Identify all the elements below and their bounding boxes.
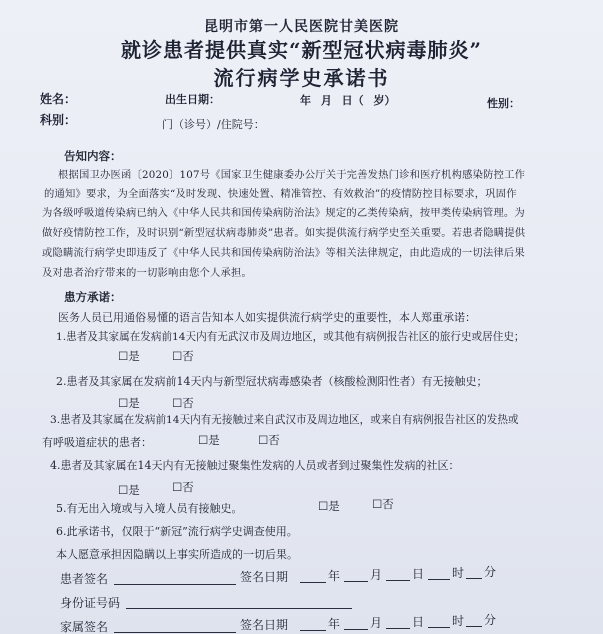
- q4-yes-checkbox[interactable]: ☐是: [118, 483, 140, 497]
- family-day-field[interactable]: [386, 628, 410, 629]
- patient-signature-field[interactable]: [114, 584, 236, 585]
- family-minute-label: 分: [484, 613, 497, 627]
- family-minute-field[interactable]: [466, 626, 482, 627]
- family-date-label: 签名日期: [240, 618, 289, 632]
- name-label: 姓名：: [40, 92, 77, 106]
- consequence-statement: 本人愿意承担因隐瞒以上事实所造成的一切后果。: [56, 548, 298, 561]
- commitment-heading: 患方承诺：: [64, 290, 122, 304]
- question-4: 4.患者及其家属在14天内有无接触过聚集性发病的人员或者到过聚集性发病的社区：: [50, 459, 460, 472]
- notice-line: 的通知》要求，为全面落实“及时发现、快速处置、精准管控、有效救治”的疫情防控目标要求，巩固作: [44, 188, 517, 200]
- month-label: 月: [370, 568, 383, 582]
- q1-no-checkbox[interactable]: ☐否: [172, 349, 194, 363]
- patient-minute-field[interactable]: [466, 578, 482, 579]
- visit-number-label: 门（诊号）/住院号：: [162, 118, 265, 131]
- patient-signature-label: 患者签名: [60, 572, 109, 586]
- family-year-field[interactable]: [300, 630, 326, 631]
- patient-month-field[interactable]: [344, 581, 368, 582]
- family-month-label: 月: [370, 616, 383, 630]
- notice-line: 或隐瞒流行病学史即违反了《中华人民共和国传染病防治法》等相关法律规定，由此造成的一切法律后果: [42, 247, 525, 259]
- form-title-line1: 就诊患者提供真实“新型冠状病毒肺炎”: [120, 38, 482, 62]
- q5-no-checkbox[interactable]: ☐否: [372, 497, 394, 511]
- family-month-field[interactable]: [344, 629, 368, 630]
- question-2: 2.患者及其家属在发病前14天内与新型冠状病毒感染者（核酸检测阳性者）有无接触史；: [56, 375, 488, 388]
- family-hour-label: 时: [452, 614, 465, 628]
- notice-heading-text: 告知内容：: [64, 149, 122, 163]
- patient-year-field[interactable]: [300, 582, 326, 583]
- question-3: 3.患者及其家属在发病前14天内有无接触过来自武汉市及周边地区，或来自有病例报告社区的发热或: [50, 414, 519, 426]
- q5-yes-checkbox[interactable]: ☐是: [318, 499, 340, 513]
- notice-line: 为各级呼吸道传染病已纳入《中华人民共和国传染病防治法》规定的乙类传染病，按甲类传染病管理。为: [42, 207, 525, 219]
- q2-yes-checkbox[interactable]: ☐是: [118, 396, 140, 410]
- question-5: 5.有无出入境或与入境人员有接触史。: [56, 502, 243, 515]
- sex-label: 性别：: [487, 97, 520, 110]
- minute-label: 分: [484, 565, 497, 579]
- hospital-name: 昆明市第一人民医院甘美医院: [204, 19, 399, 35]
- family-signature-field[interactable]: [114, 632, 236, 633]
- day-label: 日: [412, 567, 425, 581]
- hour-label: 时: [452, 566, 465, 580]
- family-hour-field[interactable]: [428, 627, 450, 628]
- birth-label: 出生日期：: [165, 93, 220, 106]
- birth-format: 年 月 日（ 岁）: [300, 94, 396, 107]
- id-number-label: 身份证号码: [60, 596, 121, 610]
- question-6: 6.此承诺书，仅限于“新冠”流行病学史调查使用。: [56, 525, 298, 538]
- id-number-field[interactable]: [126, 608, 352, 609]
- q1-yes-checkbox[interactable]: ☐是: [118, 349, 140, 363]
- patient-hour-field[interactable]: [428, 579, 450, 580]
- patient-date-label: 签名日期: [240, 570, 289, 584]
- q4-no-checkbox[interactable]: ☐否: [172, 480, 194, 494]
- commitment-intro: 医务人员已用通俗易懂的语言告知本人如实提供流行病学史的重要性，本人郑重承诺：: [58, 311, 476, 324]
- family-signature-label: 家属签名: [60, 620, 109, 634]
- q2-no-checkbox[interactable]: ☐否: [172, 396, 194, 410]
- notice-line: 及对患者治疗带来的一切影响由您个人承担。: [42, 267, 252, 279]
- question-1: 1.患者及其家属在发病前14天内有无武汉市及周边地区，或其他有病例报告社区的旅行史或居住史；: [56, 331, 525, 343]
- patient-day-field[interactable]: [386, 580, 410, 581]
- family-year-label: 年: [328, 617, 341, 631]
- form-title-line2: 流行病学史承诺书: [213, 66, 390, 90]
- dept-label: 科别：: [40, 113, 77, 127]
- family-day-label: 日: [412, 615, 425, 629]
- notice-line: 根据国卫办医函〔2020〕107号《国家卫生健康委办公厅关于完善发热门诊和医疗机构感染防控工作: [58, 169, 526, 181]
- year-label: 年: [328, 569, 341, 583]
- q3-no-checkbox[interactable]: ☐否: [258, 433, 280, 447]
- question-3-continued: 有呼吸道症状的患者：: [42, 436, 152, 449]
- q3-yes-checkbox[interactable]: ☐是: [198, 433, 220, 447]
- notice-line: 做好疫情防控工作，及时识别“新型冠状病毒肺炎”患者。如实提供流行病学史至关重要。若患者隐瞒提供: [42, 227, 526, 239]
